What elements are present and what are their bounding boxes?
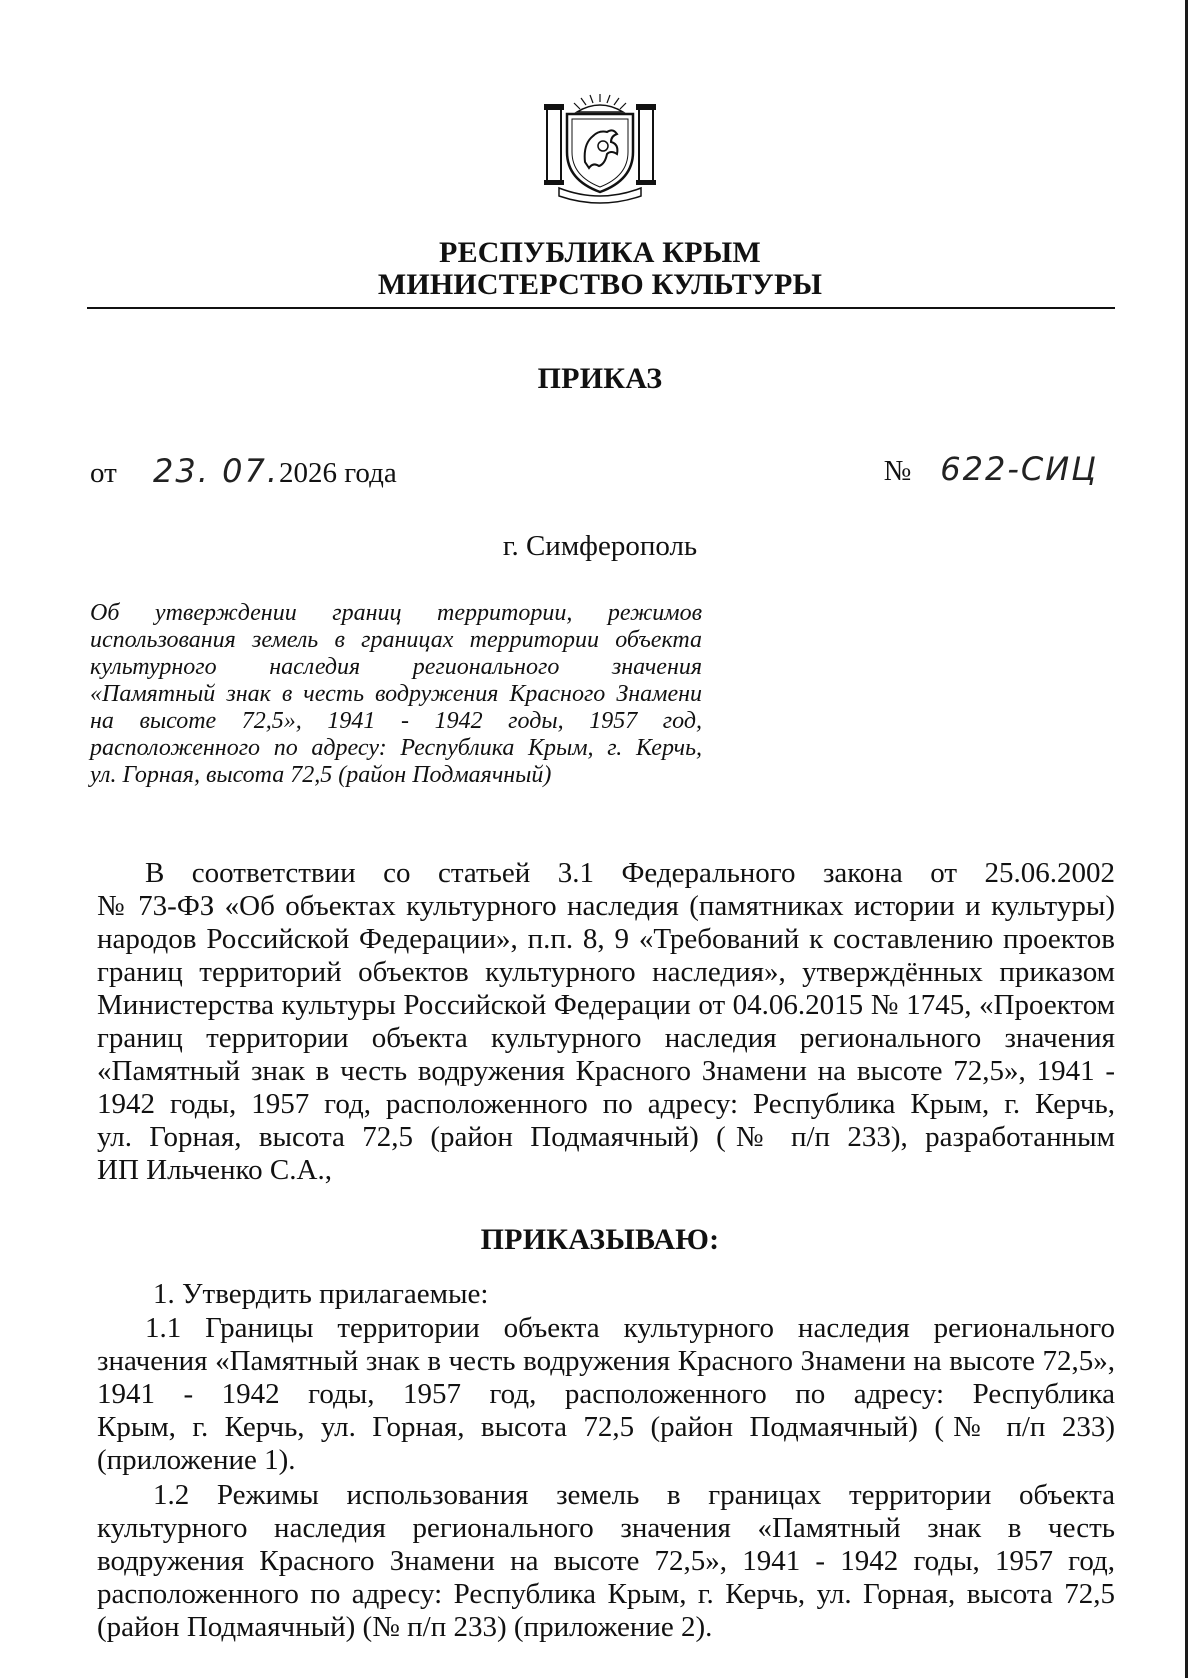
item-1: 1. Утвердить прилагаемые:: [153, 1278, 489, 1310]
preamble-line: народов Российской Федерации», п.п. 8, 9 «Требований к составлению проектов: [97, 923, 1115, 955]
subject-line: ул. Горная, высота 72,5 (район Подмаячный): [90, 762, 552, 788]
preamble-line: границ территорий объектов культурного наследия», утверждённых приказом: [97, 956, 1115, 988]
item-1-1: [97, 1312, 1115, 1477]
order-date: [90, 452, 397, 490]
item-1-2: [97, 1479, 1115, 1644]
date-year: 2026 года: [279, 457, 397, 489]
item-1-1-line: (приложение 1).: [97, 1444, 296, 1476]
handwritten-number: 622-СИЦ: [940, 450, 1098, 488]
subject-line: на высоте 72,5», 1941 - 1942 годы, 1957 год,: [90, 708, 702, 734]
preamble-line: границ территории объекта культурного наследия регионального значения: [97, 1022, 1115, 1054]
item-1-2-line: расположенного по адресу: Республика Крым, г. Керчь, ул. Горная, высота 72,5: [97, 1578, 1115, 1610]
subject-line: расположенного по адресу: Республика Крым, г. Керчь,: [90, 735, 702, 761]
date-prefix: от: [90, 457, 117, 489]
preamble-line: «Памятный знак в честь водружения Красного Знамени на высоте 72,5», 1941 -: [97, 1055, 1115, 1087]
document-type-title: ПРИКАЗ: [537, 362, 663, 395]
item-1-2-line: культурного наследия регионального значения «Памятный знак в честь: [97, 1512, 1115, 1544]
item-1-1-line: 1941 - 1942 годы, 1957 год, расположенного по адресу: Республика: [97, 1378, 1115, 1410]
preamble-line: ИП Ильченко С.А.,: [97, 1154, 332, 1186]
crimea-coat-of-arms-icon: [541, 92, 659, 204]
preamble-line: В соответствии со статьей 3.1 Федерального закона от 25.06.2002: [145, 857, 1115, 889]
preamble-line: 1942 годы, 1957 год, расположенного по адресу: Республика Крым, г. Керчь,: [97, 1088, 1115, 1120]
header-divider: [87, 307, 1115, 309]
city: г. Симферополь: [502, 530, 698, 562]
handwritten-date: 23. 07.: [153, 452, 279, 490]
preamble-line: Министерства культуры Российской Федерации от 04.06.2015 № 1745, «Проектом: [97, 989, 1115, 1021]
preamble-line: № 73-ФЗ «Об объектах культурного наследия (памятниках истории и культуры): [97, 890, 1115, 922]
item-1-1-line: Крым, г. Керчь, ул. Горная, высота 72,5 (район Подмаячный) (№ п/п 233): [97, 1411, 1115, 1443]
item-1-1-line: 1.1 Границы территории объекта культурного наследия регионального: [145, 1312, 1115, 1344]
ministry-title: МИНИСТЕРСТВО КУЛЬТУРЫ: [377, 268, 823, 301]
number-prefix: №: [883, 455, 912, 487]
order-subject: [90, 600, 702, 789]
preamble-line: ул. Горная, высота 72,5 (район Подмаячный) (№ п/п 233), разработанным: [97, 1121, 1115, 1153]
preamble-paragraph: [97, 857, 1115, 1187]
subject-line: культурного наследия регионального значения: [90, 654, 702, 680]
item-1-2-line: 1.2 Режимы использования земель в границах территории объекта: [153, 1479, 1115, 1511]
republic-title: РЕСПУБЛИКА КРЫМ: [439, 236, 761, 269]
subject-line: использования земель в границах территории объекта: [90, 627, 702, 653]
item-1-1-line: значения «Памятный знак в честь водружения Красного Знамени на высоте 72,5»,: [97, 1345, 1115, 1377]
order-number: [884, 450, 1098, 488]
subject-line: Об утверждении границ территории, режимов: [90, 600, 702, 626]
item-1-2-line: (район Подмаячный) (№ п/п 233) (приложение 2).: [97, 1611, 713, 1643]
decree-heading: ПРИКАЗЫВАЮ:: [480, 1223, 720, 1256]
item-1-2-line: водружения Красного Знамени на высоте 72,5», 1941 - 1942 годы, 1957 год,: [97, 1545, 1115, 1577]
subject-line: «Памятный знак в честь водружения Красного Знамени: [90, 681, 702, 707]
